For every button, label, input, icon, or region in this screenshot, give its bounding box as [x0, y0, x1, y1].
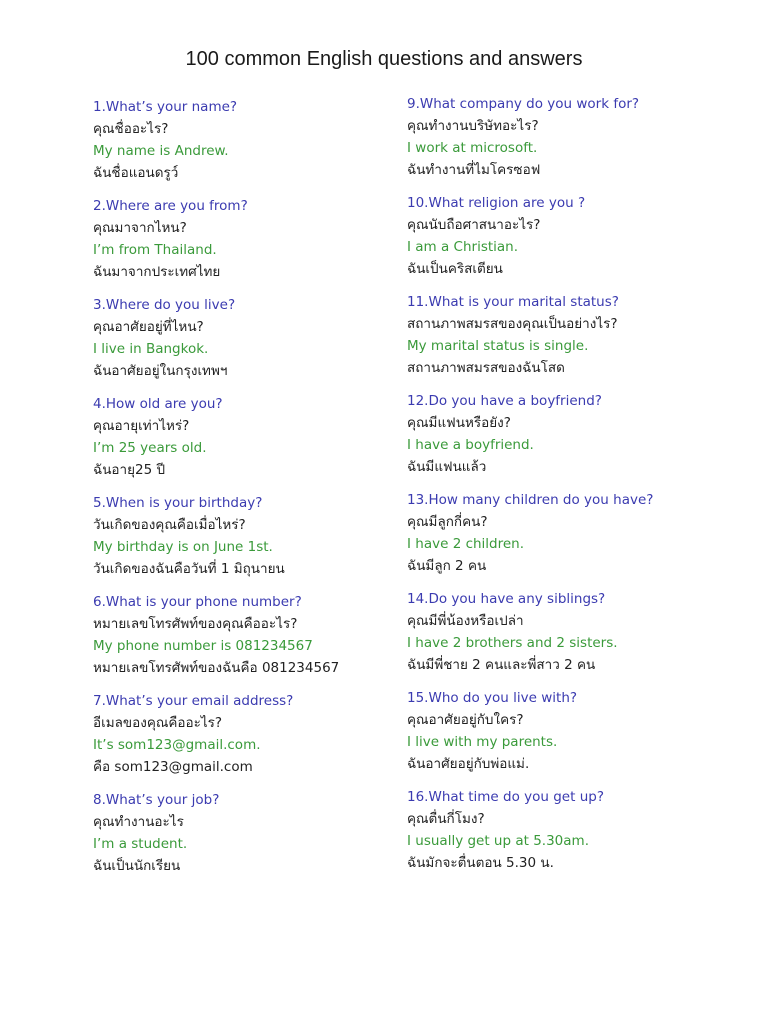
question: 2.Where are you from?	[93, 198, 248, 214]
right-column	[407, 93, 747, 885]
qa-block-5	[93, 492, 393, 591]
question: 9.What company do you work for?	[407, 96, 640, 112]
qa-block-11	[407, 291, 747, 390]
question: 7.What’s your email address?	[93, 693, 294, 709]
answer-translation: ฉันทำงานที่ไมโครซอฟ	[407, 162, 541, 178]
answer-translation: ฉันอาศัยอยู่กับพ่อแม่.	[407, 756, 530, 772]
answer: It’s som123@gmail.com.	[93, 737, 261, 753]
answer: My name is Andrew.	[93, 143, 229, 159]
qa-block-9	[407, 93, 747, 192]
question-translation: คุณทำงานบริษัทอะไร?	[407, 118, 539, 134]
question-translation: คุณตื่นกี่โมง?	[407, 811, 485, 827]
left-column	[93, 96, 393, 888]
question: 12.Do you have a boyfriend?	[407, 393, 602, 409]
question-translation: คุณอายุเท่าไหร่?	[93, 418, 190, 434]
question-translation: คุณนับถือศาสนาอะไร?	[407, 217, 541, 233]
question: 6.What is your phone number?	[93, 594, 302, 610]
answer: I’m a student.	[93, 836, 188, 852]
qa-block-4	[93, 393, 393, 492]
answer: My birthday is on June 1st.	[93, 539, 273, 555]
question: 5.When is your birthday?	[93, 495, 263, 511]
answer-translation: วันเกิดของฉันคือวันที่ 1 มิถุนายน	[93, 561, 285, 577]
question: 16.What time do you get up?	[407, 789, 604, 805]
question: 3.Where do you live?	[93, 297, 236, 313]
answer: I’m from Thailand.	[93, 242, 217, 258]
answer: I’m 25 years old.	[93, 440, 207, 456]
qa-block-3	[93, 294, 393, 393]
qa-block-10	[407, 192, 747, 291]
answer: I live in Bangkok.	[93, 341, 209, 357]
answer-translation: หมายเลขโทรศัพท์ของฉันคือ 081234567	[93, 660, 340, 676]
answer-translation: ฉันมีพี่ชาย 2 คนและพี่สาว 2 คน	[407, 657, 596, 673]
question-translation: คุณมีแฟนหรือยัง?	[407, 415, 511, 431]
answer-translation: คือ som123@gmail.com	[93, 759, 253, 775]
question-translation: คุณอาศัยอยู่ที่ไหน?	[93, 319, 204, 335]
answer-translation: ฉันมาจากประเทศไทย	[93, 264, 221, 280]
qa-block-6	[93, 591, 393, 690]
question: 15.Who do you live with?	[407, 690, 578, 706]
question-translation: คุณมีลูกกี่คน?	[407, 514, 488, 530]
answer: My phone number is 081234567	[93, 638, 313, 654]
question-translation: คุณอาศัยอยู่กับใคร?	[407, 712, 524, 728]
page-title: 100 common English questions and answers	[185, 48, 583, 70]
qa-block-13	[407, 489, 747, 588]
question-translation: หมายเลขโทรศัพท์ของคุณคืออะไร?	[93, 616, 298, 632]
answer: My marital status is single.	[407, 338, 589, 354]
answer: I have 2 children.	[407, 536, 525, 552]
answer: I live with my parents.	[407, 734, 558, 750]
qa-block-15	[407, 687, 747, 786]
question-translation: คุณทำงานอะไร	[93, 814, 184, 830]
qa-block-2	[93, 195, 393, 294]
answer-translation: ฉันเป็นนักเรียน	[93, 858, 181, 874]
answer-translation: ฉันมีแฟนแล้ว	[407, 459, 487, 475]
qa-block-16	[407, 786, 747, 885]
question-translation: สถานภาพสมรสของคุณเป็นอย่างไร?	[407, 316, 618, 332]
answer-translation: ฉันอาศัยอยู่ในกรุงเทพฯ	[93, 363, 228, 379]
qa-block-12	[407, 390, 747, 489]
answer: I work at microsoft.	[407, 140, 538, 156]
answer-translation: ฉันมักจะตื่นตอน 5.30 น.	[407, 855, 554, 871]
question: 11.What is your marital status?	[407, 294, 619, 310]
question-translation: อีเมลของคุณคืออะไร?	[93, 715, 223, 731]
qa-block-7	[93, 690, 393, 789]
answer-translation: สถานภาพสมรสของฉันโสด	[407, 360, 565, 376]
answer: I am a Christian.	[407, 239, 519, 255]
question: 1.What’s your name?	[93, 99, 238, 115]
question-translation: คุณมาจากไหน?	[93, 220, 187, 236]
question-translation: คุณมีพี่น้องหรือเปล่า	[407, 613, 524, 629]
qa-block-14	[407, 588, 747, 687]
question: 4.How old are you?	[93, 396, 223, 412]
question: 10.What religion are you ?	[407, 195, 586, 211]
answer-translation: ฉันเป็นคริสเตียน	[407, 261, 503, 277]
qa-block-1	[93, 96, 393, 195]
qa-block-8	[93, 789, 393, 888]
question: 13.How many children do you have?	[407, 492, 654, 508]
answer-translation: ฉันชื่อแอนดรูว์	[93, 165, 179, 181]
answer: I usually get up at 5.30am.	[407, 833, 589, 849]
question-translation: คุณชื่ออะไร?	[93, 121, 169, 137]
answer-translation: ฉันมีลูก 2 คน	[407, 558, 487, 574]
answer: I have a boyfriend.	[407, 437, 534, 453]
question: 14.Do you have any siblings?	[407, 591, 606, 607]
question-translation: วันเกิดของคุณคือเมื่อไหร่?	[93, 517, 246, 533]
answer-translation: ฉันอายุ25 ปี	[93, 462, 166, 478]
answer: I have 2 brothers and 2 sisters.	[407, 635, 618, 651]
question: 8.What’s your job?	[93, 792, 220, 808]
